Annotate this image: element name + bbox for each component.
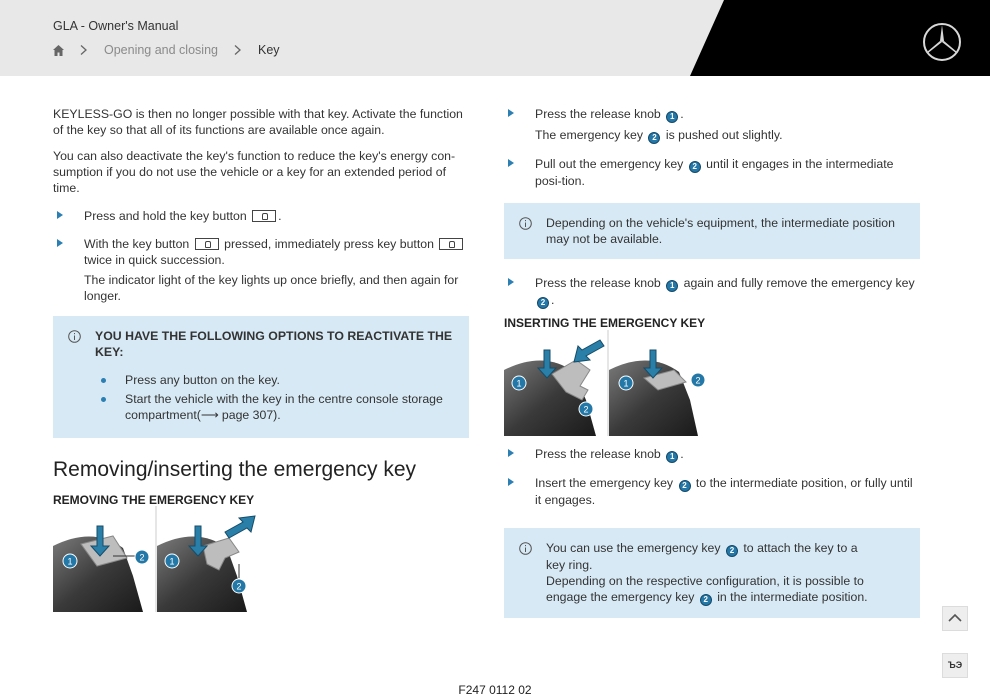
- svg-text:1: 1: [516, 378, 522, 389]
- right-column: [504, 106, 920, 339]
- step-text: Press and hold the key button: [84, 209, 247, 223]
- callout-badge-2: 2: [648, 132, 660, 144]
- step-text: With the key button: [84, 237, 190, 251]
- callout-badge-2: 2: [689, 161, 701, 173]
- svg-text:2: 2: [139, 552, 145, 563]
- removing-emergency-key-illustration: [53, 506, 263, 614]
- instruction-step: [504, 475, 920, 508]
- step-text: Pull out the emergency key: [535, 157, 684, 171]
- callout-badge-1: 1: [666, 111, 678, 123]
- chevron-right-icon: [80, 45, 88, 55]
- step-text: is pushed out slightly.: [665, 128, 783, 142]
- instruction-step: [504, 156, 920, 189]
- step-result: The indicator light of the key lights up once briefly, and then again for longer.: [84, 273, 459, 303]
- info-text: [546, 573, 880, 606]
- callout-2: [579, 402, 593, 416]
- section-title: Removing/inserting the emergency key: [53, 458, 417, 481]
- step-text: to the intermediate position, or fully until it engages.: [535, 476, 913, 507]
- info-icon: [68, 330, 81, 343]
- step-text: .: [278, 209, 282, 223]
- info-box: [504, 528, 920, 618]
- step-text: until it engages in the intermediate posi-tion.: [535, 157, 894, 188]
- step-result: [535, 127, 920, 144]
- step-arrow-icon: [508, 159, 514, 167]
- instruction-step: [504, 106, 920, 144]
- callout-2: [232, 579, 246, 593]
- key-button-icon: [252, 210, 276, 222]
- paragraph: KEYLESS-GO is then no longer possible with that key. Activate the function of the key so that all of its functions are available once again.: [53, 107, 463, 137]
- svg-text:1: 1: [67, 556, 73, 567]
- step-text: twice in quick succession.: [84, 253, 225, 267]
- list-item: Start the vehicle with the key in the centre console storage compartment(⟶ page 307).: [125, 391, 453, 423]
- callout-badge-1: 1: [666, 280, 678, 292]
- info-text-part: in the intermediate position.: [717, 590, 868, 604]
- instruction-steps-group: [504, 106, 920, 189]
- step-text: The emergency key: [535, 128, 643, 142]
- key-panel-1: [53, 526, 143, 612]
- step-text: .: [551, 293, 555, 307]
- home-icon[interactable]: [53, 45, 64, 56]
- info-text-part: Depending on the respective configuration, it is possible to engage the emergency key: [546, 574, 864, 604]
- svg-text:2: 2: [236, 581, 242, 592]
- instruction-step: [53, 208, 469, 224]
- info-box: [504, 203, 920, 259]
- figure-code: F247 0112 02: [458, 683, 532, 697]
- chevron-up-icon: [943, 607, 967, 630]
- breadcrumb: [53, 42, 280, 58]
- step-arrow-icon: [508, 109, 514, 117]
- scroll-to-top-button[interactable]: [942, 606, 968, 631]
- info-text-part: to attach the key to a key ring.: [546, 541, 858, 572]
- step-text: Insert the emergency key: [535, 476, 674, 490]
- callout-1: [512, 376, 526, 390]
- step-arrow-icon: [508, 278, 514, 286]
- info-box: [53, 316, 469, 438]
- key-button-icon: [195, 238, 219, 250]
- info-heading: YOU HAVE THE FOLLOWING OPTIONS TO REACTIVATE THE KEY:: [95, 329, 453, 359]
- callout-1: [63, 554, 77, 568]
- breadcrumb-item-opening-closing[interactable]: Opening and closing: [104, 43, 218, 57]
- svg-text:1: 1: [623, 378, 629, 389]
- svg-text:1: 1: [169, 556, 175, 567]
- subsection-title: INSERTING THE EMERGENCY KEY: [504, 316, 706, 330]
- info-icon: [519, 542, 532, 555]
- step-arrow-icon: [508, 449, 514, 457]
- callout-badge-2: 2: [726, 545, 738, 557]
- key-button-icon: [439, 238, 463, 250]
- callout-badge-2: 2: [700, 594, 712, 606]
- inserting-emergency-key-illustration: [504, 330, 716, 436]
- step-arrow-icon: [57, 211, 63, 219]
- keyboard-shortcut-button[interactable]: ЪЭ: [942, 653, 968, 678]
- mercedes-star-logo: [922, 22, 962, 62]
- callout-2: [135, 550, 149, 564]
- callout-1: [165, 554, 179, 568]
- info-text-part: You can use the emergency key: [546, 541, 721, 555]
- callout-1: [619, 376, 633, 390]
- step-arrow-icon: [57, 239, 63, 247]
- step-text: .: [680, 107, 684, 121]
- info-text: [546, 540, 880, 573]
- info-text: Depending on the vehicle's equipment, the intermediate position may not be available.: [546, 216, 895, 246]
- callout-badge-2: 2: [537, 297, 549, 309]
- step-text: again and fully remove the emergency key: [683, 276, 915, 290]
- header-logo-panel: [690, 0, 990, 76]
- subsection-title: REMOVING THE EMERGENCY KEY: [53, 493, 255, 507]
- option-list: [95, 372, 453, 423]
- step-text: pressed, immediately press key button: [224, 237, 434, 251]
- key-panel-2: [609, 350, 701, 436]
- manual-title[interactable]: GLA - Owner's Manual: [53, 19, 179, 33]
- breadcrumb-item-key: Key: [257, 43, 280, 57]
- step-arrow-icon: [508, 478, 514, 486]
- step-text: Press the release knob: [535, 447, 661, 461]
- chevron-right-icon: [234, 45, 242, 55]
- info-icon: [519, 217, 532, 230]
- callout-badge-1: 1: [666, 451, 678, 463]
- callout-2: [691, 373, 705, 387]
- paragraph: You can also deactivate the key's function to reduce the key's energy con-sumption if you do not use the vehicle or a key for an extended period of time.: [53, 149, 456, 195]
- step-text: .: [680, 447, 684, 461]
- instruction-step: [53, 236, 469, 304]
- svg-text:2: 2: [583, 404, 589, 415]
- step-text: Press the release knob: [535, 107, 661, 121]
- svg-text:2: 2: [695, 375, 701, 386]
- instruction-step: [504, 275, 920, 309]
- instruction-step: [504, 446, 920, 463]
- callout-badge-2: 2: [679, 480, 691, 492]
- list-item: Press any button on the key.: [125, 372, 453, 388]
- right-column-lower: [504, 446, 920, 634]
- left-column: [53, 106, 469, 516]
- step-text: Press the release knob: [535, 276, 661, 290]
